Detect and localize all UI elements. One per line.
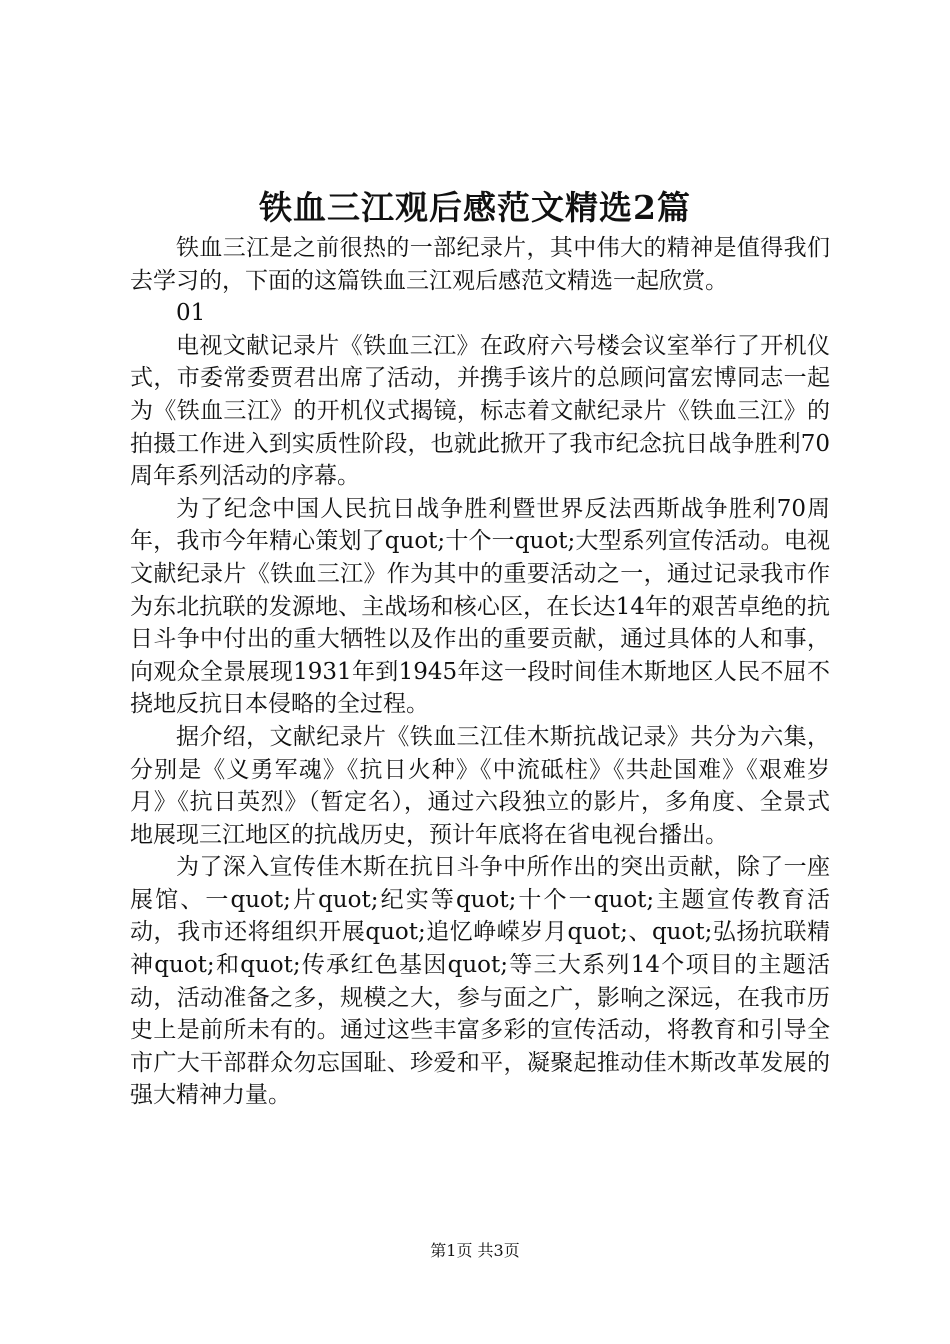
- section-number: 01: [176, 300, 206, 327]
- paragraph: 据介绍，文献纪录片《铁血三江佳木斯抗战记录》共分为六集，分别是《义勇军魂》《抗日火种》《中流砥柱》《共赴国难》《艰难岁月》《抗日英烈》（暂定名），通过六段独立的影片，多角度、全景式地展现三江地区的抗战历史，预计年底将在省电视台播出。: [130, 723, 830, 848]
- paragraph: 电视文献记录片《铁血三江》在政府六号楼会议室举行了开机仪式，市委常委贾君出席了活动，并携手该片的总顾问富宏博同志一起为《铁血三江》的开机仪式揭镜，标志着文献纪录片《铁血三江》的拍摄工作进入到实质性阶段，也就此掀开了我市纪念抗日战争胜利70周年系列活动的序幕。: [130, 332, 830, 490]
- paragraph: 为了深入宣传佳木斯在抗日斗争中所作出的突出贡献，除了一座展馆、一quot;片quot;纪实等quot;十个一quot;主题宣传教育活动，我市还将组织开展quot;追忆峥嵘岁月quot;、quot;弘扬抗联精神quot;和quot;传承红色基因quot;等三大系列14个项目的主题活动，活动准备之多，规模之大，参与面之广，影响之深远，在我市历史上是前所未有的。通过这些丰富多彩的宣传活动，将教育和引导全市广大干部群众勿忘国耻、珍爱和平，凝聚起推动佳木斯改革发展的强大精神力量。: [130, 854, 830, 1109]
- article-body: [130, 232, 830, 1112]
- page-footer: 第1页 共3页: [430, 1241, 520, 1260]
- page-title: 铁血三江观后感范文精选2篇: [259, 188, 691, 227]
- paragraph: 为了纪念中国人民抗日战争胜利暨世界反法西斯战争胜利70周年，我市今年精心策划了quot;十个一quot;大型系列宣传活动。电视文献纪录片《铁血三江》作为其中的重要活动之一，通过记录我市作为东北抗联的发源地、主战场和核心区，在长达14年的艰苦卓绝的抗日斗争中付出的重大牺牲以及作出的重要贡献，通过具体的人和事，向观众全景展现1931年到1945年这一段时间佳木斯地区人民不屈不挠地反抗日本侵略的全过程。: [130, 495, 830, 718]
- paragraph-intro: 铁血三江是之前很热的一部纪录片，其中伟大的精神是值得我们去学习的，下面的这篇铁血三江观后感范文精选一起欣赏。: [130, 235, 830, 294]
